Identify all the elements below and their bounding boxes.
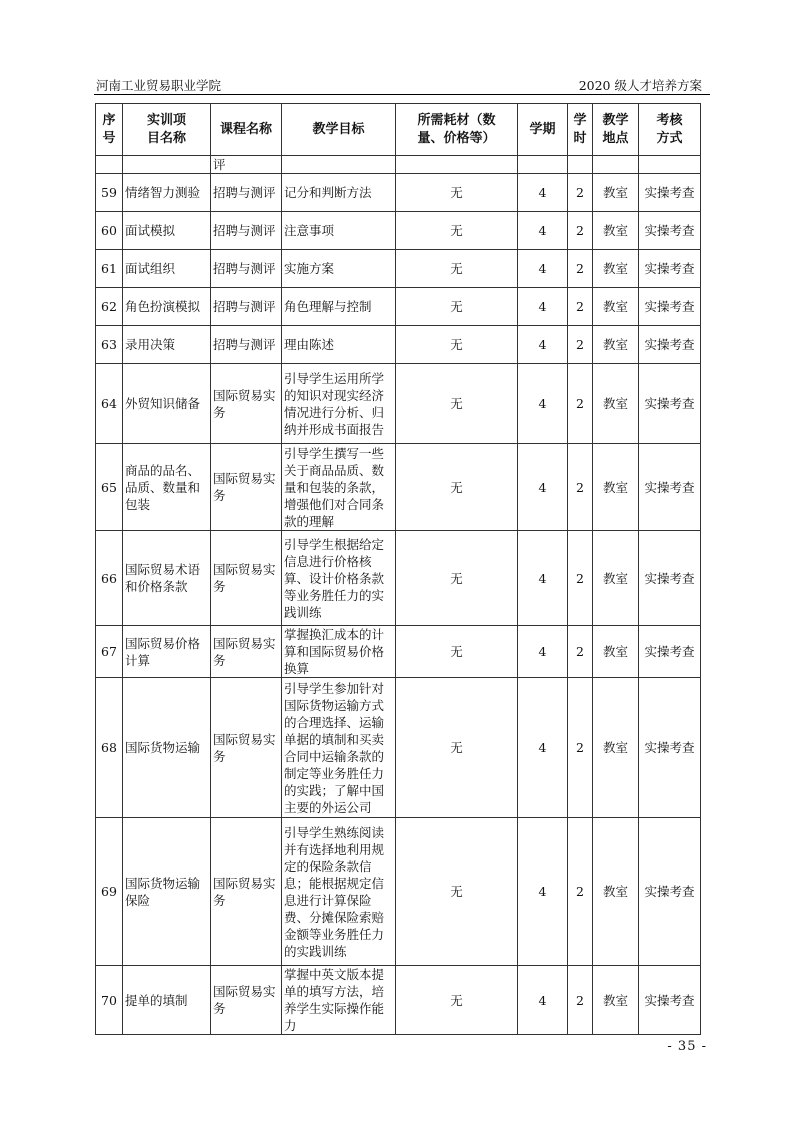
- term-cell: 4: [518, 626, 568, 678]
- table-row: [96, 288, 701, 326]
- table-row: [96, 326, 701, 364]
- location-cell: 教室: [593, 531, 639, 626]
- table-row: [96, 626, 701, 678]
- goal-cell: 引导学生熟练阅读并有选择地利用规定的保险条款信息；能根据规定信息进行计算保险费、分摊保险索赔金额等业务胜任力的实践训练: [282, 818, 396, 966]
- goal-cell: 引导学生参加针对国际货物运输方式的合理选择、运输单据的填制和买卖合同中运输条款的制定等业务胜任力的实践；了解中国主要的外运公司: [282, 678, 396, 818]
- materials-cell: 无: [396, 212, 518, 250]
- materials-cell: 无: [396, 444, 518, 531]
- term-cell: 4: [518, 174, 568, 212]
- table-row: [96, 531, 701, 626]
- assessment-cell: 实操考查: [639, 966, 701, 1035]
- course-cell: 评: [211, 156, 282, 174]
- materials-cell: 无: [396, 326, 518, 364]
- goal-cell: 实施方案: [282, 250, 396, 288]
- table-row: [96, 212, 701, 250]
- hours-cell: 2: [568, 250, 593, 288]
- course-cell: 国际贸易实务: [211, 444, 282, 531]
- table-row: [96, 174, 701, 212]
- term-cell: 4: [518, 364, 568, 444]
- goal-cell: 引导学生运用所学的知识对现实经济情况进行分析、归纳并形成书面报告: [282, 364, 396, 444]
- assessment-cell: 实操考查: [639, 678, 701, 818]
- number-cell: 61: [96, 250, 123, 288]
- number-cell: 59: [96, 174, 123, 212]
- assessment-cell: 实操考查: [639, 212, 701, 250]
- location-cell: 教室: [593, 326, 639, 364]
- goal-cell: 理由陈述: [282, 326, 396, 364]
- goal-cell: 掌握换汇成本的计算和国际贸易价格换算: [282, 626, 396, 678]
- header-divider: [94, 94, 710, 95]
- assessment-cell: 实操考查: [639, 818, 701, 966]
- assessment-cell: 实操考查: [639, 364, 701, 444]
- location-cell: 教室: [593, 174, 639, 212]
- course-cell: 招聘与测评: [211, 250, 282, 288]
- table-row: [96, 364, 701, 444]
- table-header-row: [96, 104, 701, 156]
- hours-cell: 2: [568, 678, 593, 818]
- assessment-cell: 实操考查: [639, 174, 701, 212]
- header-doc-title: 2020 级人才培养方案: [578, 78, 702, 93]
- hours-cell: 2: [568, 531, 593, 626]
- project-name-cell: 国际货物运输保险: [123, 818, 211, 966]
- goal-cell: 掌握中英文版本提单的填写方法，培养学生实际操作能力: [282, 966, 396, 1035]
- goal-cell: 角色理解与控制: [282, 288, 396, 326]
- term-cell: 4: [518, 288, 568, 326]
- project-name-cell: 外贸知识储备: [123, 364, 211, 444]
- materials-cell: 无: [396, 174, 518, 212]
- number-cell: 63: [96, 326, 123, 364]
- materials-cell: 无: [396, 250, 518, 288]
- location-cell: 教室: [593, 818, 639, 966]
- col-header-materials: 所需耗材（数 量、价格等）: [396, 104, 518, 156]
- header-school-name: 河南工业贸易职业学院: [96, 78, 222, 93]
- course-cell: 国际贸易实务: [211, 626, 282, 678]
- course-cell: 国际贸易实务: [211, 364, 282, 444]
- term-cell: 4: [518, 326, 568, 364]
- assessment-cell: 实操考查: [639, 288, 701, 326]
- assessment-cell: 实操考查: [639, 626, 701, 678]
- hours-cell: 2: [568, 364, 593, 444]
- location-cell: 教室: [593, 250, 639, 288]
- location-cell: 教室: [593, 212, 639, 250]
- table-row: [96, 444, 701, 531]
- table-row: [96, 250, 701, 288]
- project-name-cell: 提单的填制: [123, 966, 211, 1035]
- project-name-cell: 国际货物运输: [123, 678, 211, 818]
- hours-cell: 2: [568, 818, 593, 966]
- col-header-term: 学期: [518, 104, 568, 156]
- col-header-course-name: 课程名称: [211, 104, 282, 156]
- materials-cell: 无: [396, 531, 518, 626]
- materials-cell: 无: [396, 818, 518, 966]
- page-number: - 35 -: [667, 1039, 707, 1054]
- project-name-cell: 面试组织: [123, 250, 211, 288]
- project-name-cell: 角色扮演模拟: [123, 288, 211, 326]
- course-cell: 招聘与测评: [211, 174, 282, 212]
- goal-cell: 引导学生撰写一些关于商品品质、数量和包装的条款，增强他们对合同条款的理解: [282, 444, 396, 531]
- term-cell: 4: [518, 966, 568, 1035]
- project-name-cell: 商品的品名、品质、数量和包装: [123, 444, 211, 531]
- hours-cell: 2: [568, 174, 593, 212]
- materials-cell: 无: [396, 288, 518, 326]
- location-cell: 教室: [593, 966, 639, 1035]
- hours-cell: 2: [568, 212, 593, 250]
- hours-cell: 2: [568, 966, 593, 1035]
- goal-cell: 注意事项: [282, 212, 396, 250]
- materials-cell: 无: [396, 678, 518, 818]
- location-cell: 教室: [593, 444, 639, 531]
- hours-cell: 2: [568, 288, 593, 326]
- project-name-cell: 国际贸易术语和价格条款: [123, 531, 211, 626]
- project-name-cell: 情绪智力测验: [123, 174, 211, 212]
- project-name-cell: 面试模拟: [123, 212, 211, 250]
- term-cell: 4: [518, 531, 568, 626]
- location-cell: 教室: [593, 364, 639, 444]
- materials-cell: 无: [396, 966, 518, 1035]
- goal-cell: 记分和判断方法: [282, 174, 396, 212]
- table-row: [96, 966, 701, 1035]
- course-cell: 招聘与测评: [211, 326, 282, 364]
- col-header-assessment: 考核 方式: [639, 104, 701, 156]
- number-cell: 64: [96, 364, 123, 444]
- course-cell: 国际贸易实务: [211, 531, 282, 626]
- number-cell: 68: [96, 678, 123, 818]
- col-header-hours: 学 时: [568, 104, 593, 156]
- materials-cell: 无: [396, 364, 518, 444]
- course-cell: 招聘与测评: [211, 288, 282, 326]
- assessment-cell: 实操考查: [639, 531, 701, 626]
- course-cell: 招聘与测评: [211, 212, 282, 250]
- hours-cell: 2: [568, 326, 593, 364]
- number-cell: 66: [96, 531, 123, 626]
- col-header-teaching-goal: 教学目标: [282, 104, 396, 156]
- project-name-cell: 国际贸易价格计算: [123, 626, 211, 678]
- materials-cell: 无: [396, 626, 518, 678]
- col-header-number: 序 号: [96, 104, 123, 156]
- project-name-cell: 录用决策: [123, 326, 211, 364]
- assessment-cell: 实操考查: [639, 444, 701, 531]
- table-row: [96, 678, 701, 818]
- table-row-continuation: [96, 156, 701, 174]
- course-cell: 国际贸易实务: [211, 818, 282, 966]
- number-cell: 69: [96, 818, 123, 966]
- hours-cell: 2: [568, 444, 593, 531]
- col-header-location: 教学 地点: [593, 104, 639, 156]
- hours-cell: 2: [568, 626, 593, 678]
- location-cell: 教室: [593, 288, 639, 326]
- term-cell: 4: [518, 678, 568, 818]
- number-cell: 65: [96, 444, 123, 531]
- col-header-project-name: 实训项 目名称: [123, 104, 211, 156]
- assessment-cell: 实操考查: [639, 326, 701, 364]
- table-row: [96, 818, 701, 966]
- assessment-cell: 实操考查: [639, 250, 701, 288]
- number-cell: 67: [96, 626, 123, 678]
- term-cell: 4: [518, 212, 568, 250]
- term-cell: 4: [518, 818, 568, 966]
- term-cell: 4: [518, 250, 568, 288]
- goal-cell: 引导学生根据给定信息进行价格核算、设计价格条款等业务胜任力的实践训练: [282, 531, 396, 626]
- number-cell: 60: [96, 212, 123, 250]
- term-cell: 4: [518, 444, 568, 531]
- location-cell: 教室: [593, 626, 639, 678]
- course-cell: 国际贸易实务: [211, 678, 282, 818]
- location-cell: 教室: [593, 678, 639, 818]
- course-cell: 国际贸易实务: [211, 966, 282, 1035]
- training-plan-table: [95, 103, 701, 1035]
- number-cell: 62: [96, 288, 123, 326]
- number-cell: 70: [96, 966, 123, 1035]
